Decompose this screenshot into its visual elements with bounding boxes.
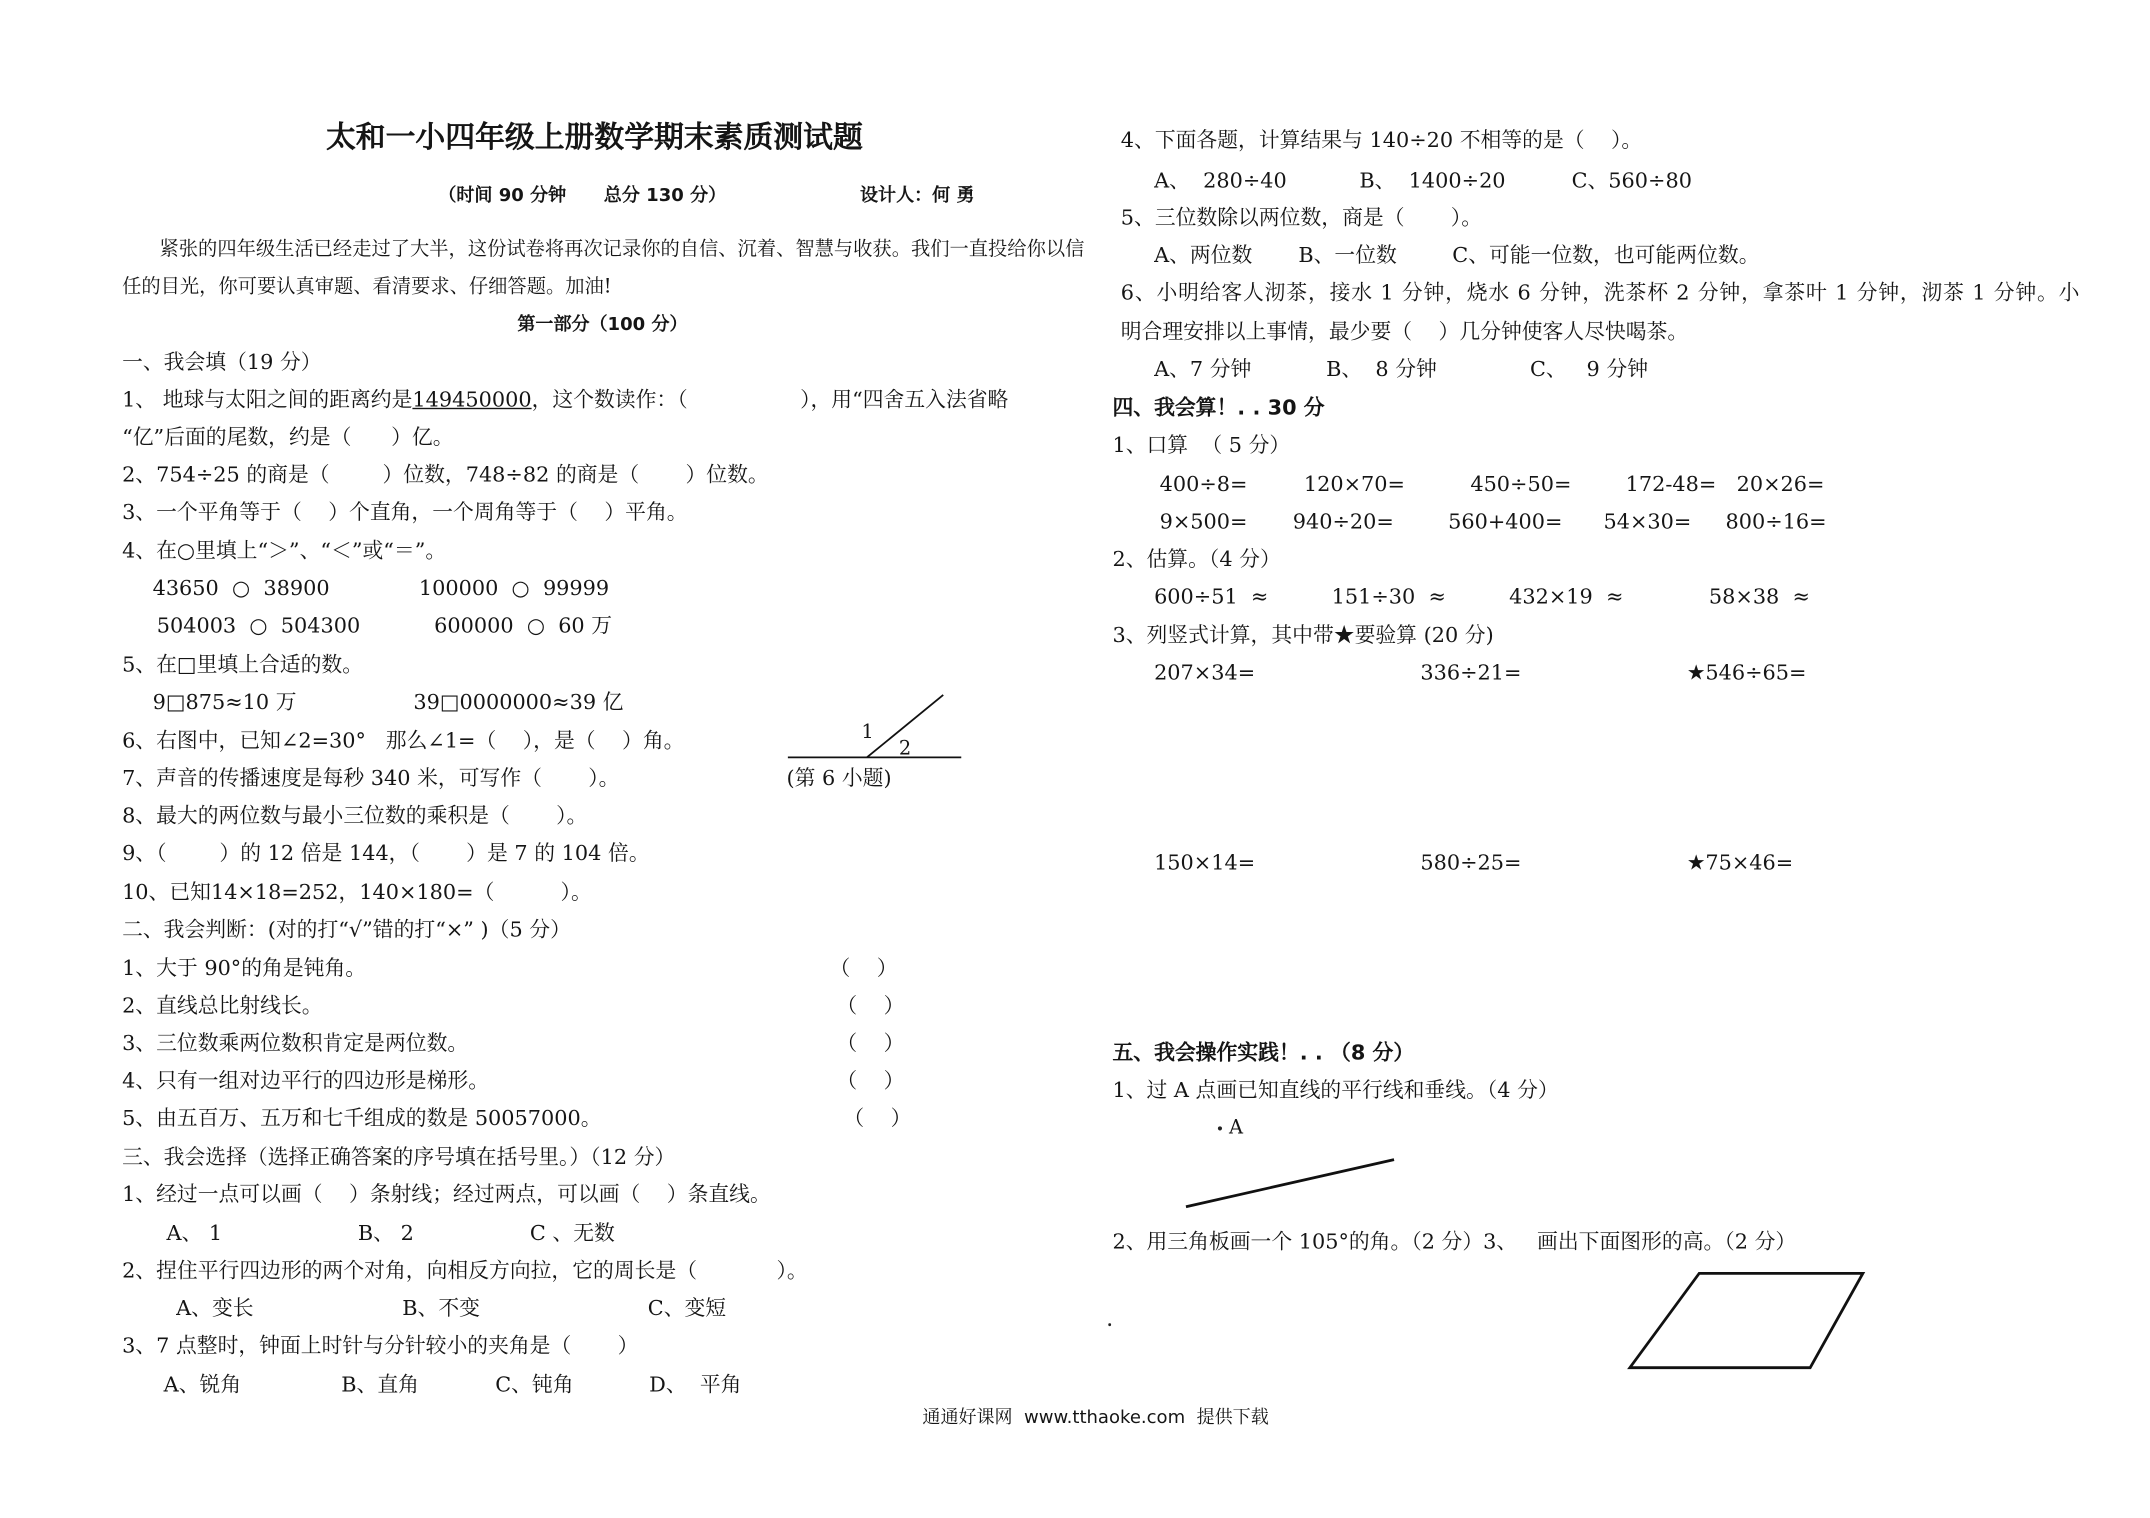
- judge-blank-4: （ ）: [836, 1068, 905, 1094]
- fill-q6: 6、右图中，已知∠2=30° 那么∠1=（ ），是（ ）角。: [122, 728, 685, 754]
- angle-figure: [777, 687, 971, 770]
- vertical-calc-item: ★75×46=: [1686, 850, 1794, 876]
- fill-q4-item-b: 100000 ○ 99999: [418, 575, 610, 601]
- fill-q7: 7、声音的传播速度是每秒 340 米，可写作（ ）。: [122, 765, 620, 791]
- vertical-calc-item: 150×14=: [1154, 850, 1256, 876]
- fill-q4: 4、在○里填上“＞”、“＜”或“＝”。: [122, 538, 447, 564]
- judge-blank-5: （ ）: [843, 1105, 912, 1131]
- fill-q1-line2: “亿”后面的尾数，约是（ ）亿。: [122, 424, 454, 450]
- fill-q10: 10、已知14×18=252，140×180=（ ）。: [122, 879, 592, 905]
- page-footer: 通通好课网 www.tthaoke.com 提供下载: [922, 1407, 1269, 1429]
- oral-calc-item: 9×500=: [1159, 509, 1248, 535]
- intro-line-1: 紧张的四年级生活已经走过了大半，这份试卷将再次记录你的自信、沉着、智慧与收获。我们一直投给你以信: [159, 238, 1085, 261]
- fill-q4-item-d: 600000 ○ 60 万: [434, 613, 613, 639]
- choose-q3-option-b: B、直角: [341, 1371, 419, 1397]
- fill-q5-item-b: 39□0000000≈39 亿: [413, 689, 624, 715]
- fill-q9: 9、（ ）的 12 倍是 144，（ ）是 7 的 104 倍。: [122, 840, 650, 866]
- angle-figure-caption: (第 6 小题): [786, 765, 892, 791]
- estimate-item: 151÷30 ≈: [1331, 583, 1446, 609]
- choose-q1-option-b: B、 2: [357, 1220, 414, 1246]
- practice-heading: 五、我会操作实践！. . （8 分）: [1112, 1040, 1415, 1066]
- fill-q4-item-c: 504003 ○ 504300: [156, 613, 361, 639]
- judge-blank-3: （ ）: [836, 1030, 905, 1056]
- point-a-label: A: [1228, 1116, 1244, 1139]
- practice-q1: 1、过 A 点画已知直线的平行线和垂线。（4 分）: [1112, 1077, 1559, 1103]
- fill-q1-prefix: 1、 地球与太阳之间的距离约是: [122, 387, 413, 412]
- judge-blank-1: （ ）: [829, 955, 898, 981]
- choose-heading: 三、我会选择（选择正确答案的序号填在括号里。）（12 分）: [122, 1144, 676, 1170]
- choose-q4-option-b: B、 1400÷20: [1359, 167, 1506, 193]
- choose-q3-option-a: A、锐角: [163, 1371, 242, 1397]
- practice-q2-q3: 2、用三角板画一个 105°的角。（2 分）3、 画出下面图形的高。（2 分）: [1112, 1228, 1797, 1254]
- judge-item-3: 3、三位数乘两位数积肯定是两位数。: [122, 1030, 469, 1056]
- choose-q4-option-c: C、560÷80: [1571, 167, 1692, 193]
- choose-q4: 4、下面各题，计算结果与 140÷20 不相等的是（ ）。: [1120, 127, 1643, 153]
- choose-q6-line2: 明合理安排以上事情，最少要（ ）几分钟使客人尽快喝茶。: [1120, 319, 1689, 345]
- choose-q3-option-c: C、钝角: [495, 1371, 574, 1397]
- point-a-dot: [1218, 1126, 1222, 1130]
- fill-q5: 5、在□里填上合适的数。: [122, 651, 364, 677]
- choose-q1-option-a: A、 1: [166, 1220, 223, 1246]
- time-score-info: （时间 90 分钟 总分 130 分）: [438, 185, 727, 207]
- estimate-heading: 2、估算。（4 分）: [1112, 546, 1281, 572]
- fill-q5-item-a: 9□875≈10 万: [152, 689, 297, 715]
- choose-q1-option-c: C 、无数: [529, 1220, 615, 1246]
- choose-q3: 3、7 点整时，钟面上时针与分针较小的夹角是（ ）: [122, 1333, 639, 1358]
- oral-calc-item: 172-48=: [1625, 471, 1717, 497]
- choose-q5: 5、三位数除以两位数，商是（ ）。: [1120, 205, 1483, 231]
- vertical-calc-item: ★546÷65=: [1686, 660, 1807, 686]
- judge-item-1: 1、大于 90°的角是钝角。: [122, 955, 367, 981]
- given-line: [1186, 1160, 1394, 1207]
- oral-calc-item: 940÷20=: [1292, 509, 1394, 535]
- choose-q1: 1、经过一点可以画（ ）条射线；经过两点，可以画（ ）条直线。: [122, 1181, 771, 1207]
- judge-item-2: 2、直线总比射线长。: [122, 993, 323, 1019]
- choose-q5-option-a: A、两位数: [1154, 242, 1253, 268]
- oral-calc-item: 20×26=: [1736, 471, 1825, 497]
- choose-q3-option-d: D、 平角: [649, 1371, 742, 1397]
- intro-line-2: 任的目光，你可要认真审题、看清要求、仔细答题。加油!: [122, 276, 612, 299]
- exam-title: 太和一小四年级上册数学期末素质测试题: [325, 120, 863, 156]
- fill-q4-item-a: 43650 ○ 38900: [152, 575, 330, 601]
- part-title: 第一部分（100 分）: [517, 314, 688, 336]
- choose-q6-option-a: A、7 分钟: [1154, 356, 1252, 382]
- judge-item-4: 4、只有一组对边平行的四边形是梯形。: [122, 1068, 490, 1094]
- choose-q5-option-b: B、一位数: [1298, 242, 1397, 268]
- oral-calc-item: 560+400=: [1448, 509, 1563, 535]
- fill-heading: 一、我会填（19 分）: [122, 349, 322, 375]
- choose-q2-option-c: C、变短: [647, 1295, 727, 1321]
- fill-q1-line1: [122, 386, 1008, 414]
- choose-q2: 2、捏住平行四边形的两个对角，向相反方向拉，它的周长是（ ）。: [122, 1258, 808, 1284]
- choose-q4-option-a: A、 280÷40: [1154, 167, 1287, 193]
- choose-q6-line1: 6、小明给客人沏茶，接水 1 分钟，烧水 6 分钟，洗茶杯 2 分钟，拿茶叶 1 分钟，沏茶 1 分钟。小: [1120, 280, 2081, 306]
- oral-calc-item: 800÷16=: [1725, 509, 1827, 535]
- parallelogram-figure: [1623, 1265, 1873, 1376]
- parallelogram-shape: [1630, 1273, 1863, 1367]
- choose-q5-option-c: C、可能一位数，也可能两位数。: [1452, 242, 1760, 268]
- choose-q6-option-c: C、 9 分钟: [1529, 356, 1649, 382]
- oral-calc-item: 450÷50=: [1470, 471, 1572, 497]
- given-line-figure: [1179, 1151, 1401, 1213]
- estimate-item: 432×19 ≈: [1509, 583, 1624, 609]
- oral-calc-item: 400÷8=: [1159, 471, 1248, 497]
- judge-item-5: 5、由五百万、五万和七千组成的数是 50057000。: [122, 1105, 602, 1131]
- oral-calc-item: 120×70=: [1303, 471, 1405, 497]
- fill-q8: 8、最大的两位数与最小三位数的乘积是（ ）。: [122, 803, 588, 829]
- judge-heading: 二、我会判断：(对的打“√”错的打“×” )（5 分）: [122, 916, 571, 942]
- estimate-item: 58×38 ≈: [1708, 583, 1810, 609]
- choose-q2-option-b: B、不变: [402, 1295, 480, 1321]
- designer-info: 设计人：何 勇: [860, 185, 975, 207]
- vertical-calc-item: 207×34=: [1154, 660, 1256, 686]
- choose-q2-option-a: A、变长: [176, 1295, 254, 1321]
- angle-label-2: 2: [898, 737, 912, 761]
- angle-label-1: 1: [861, 721, 874, 744]
- fill-q3: 3、一个平角等于（ ）个直角，一个周角等于（ ）平角。: [122, 499, 688, 525]
- oral-calc-heading: 1、口算 （ 5 分）: [1112, 432, 1291, 458]
- calc-heading: 四、我会算！. . 30 分: [1112, 395, 1325, 421]
- vertical-calc-item: 336÷21=: [1420, 660, 1522, 686]
- estimate-item: 600÷51 ≈: [1154, 583, 1269, 609]
- choose-q6-option-b: B、 8 分钟: [1326, 356, 1437, 382]
- oral-calc-item: 54×30=: [1603, 509, 1692, 535]
- judge-blank-2: （ ）: [836, 993, 905, 1019]
- vertical-calc-heading: 3、列竖式计算，其中带★要验算 (20 分): [1112, 622, 1494, 648]
- fill-q1-suffix: ，这个数读作：（ ），用“四舍五入法省略: [531, 387, 1009, 412]
- fill-q2: 2、754÷25 的商是（ ）位数，748÷82 的商是（ ）位数。: [122, 461, 769, 487]
- vertical-calc-item: 580÷25=: [1420, 850, 1522, 876]
- stray-dot: [1108, 1323, 1110, 1325]
- fill-q1-number: 149450000: [412, 387, 532, 412]
